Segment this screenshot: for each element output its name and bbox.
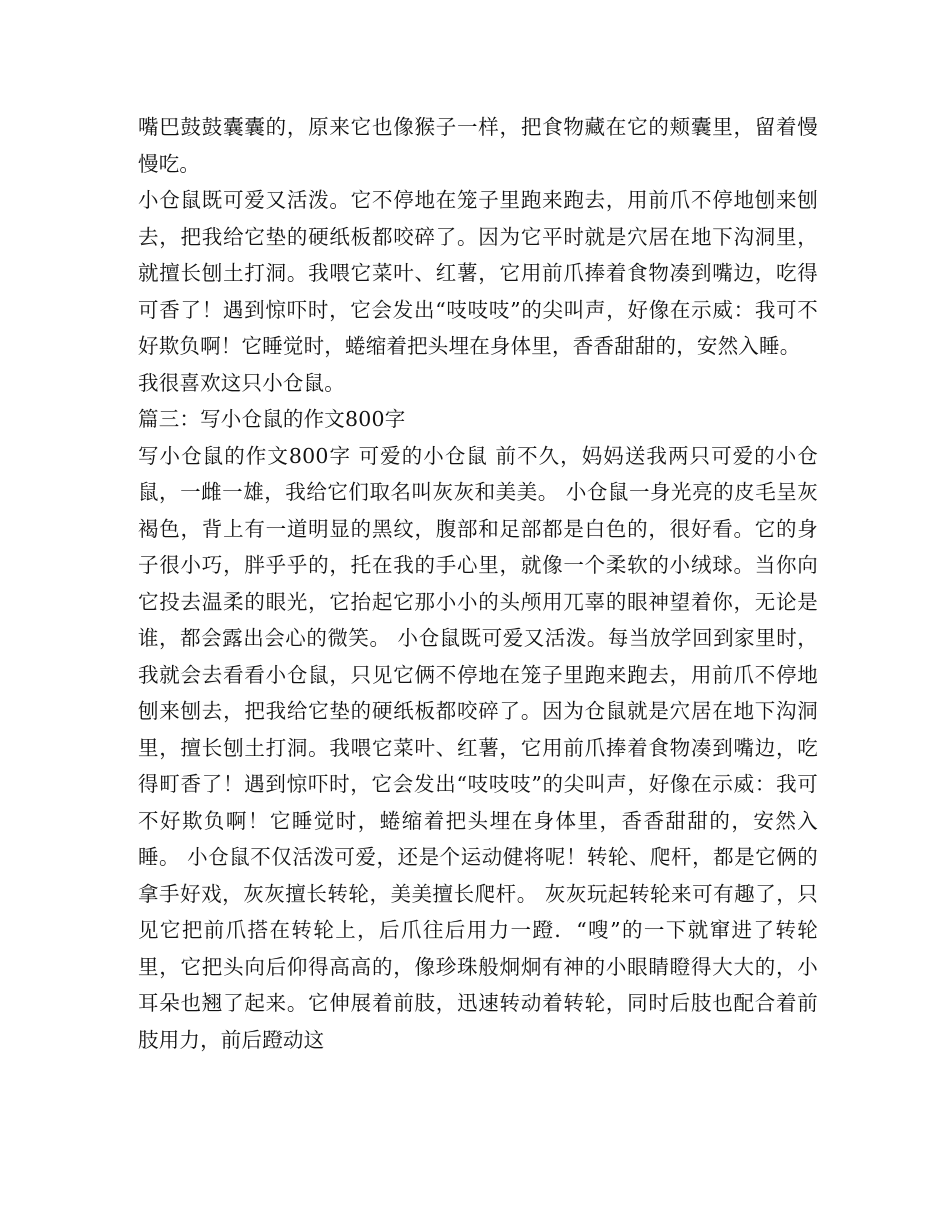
paragraph-lively-hamster: 小仓鼠既可爱又活泼。它不停地在笼子里跑来跑去，用前爪不停地刨来刨去，把我给它垫的硬纸板都咬碎了。因为它平时就是穴居在地下沟洞里，就擅长刨土打洞。我喂它菜叶、红薯，它用前爪捧着食物凑到嘴边，吃得可香了！遇到惊吓时，它会发出“吱吱吱”的尖叫声，好像在示威：我可不好欺负啊！它睡觉时，蜷缩着把头埋在身体里，香香甜甜的，安然入睡。 xyxy=(138,188,818,358)
paragraph-cheek-pouch: 嘴巴鼓鼓囊囊的，原来它也像猴子一样，把食物藏在它的颊囊里，留着慢慢吃。 xyxy=(138,115,818,176)
paragraph-essay-body: 写小仓鼠的作文800字 可爱的小仓鼠 前不久，妈妈送我两只可爱的小仓鼠，一雌一雄，我给它们取名叫灰灰和美美。 小仓鼠一身光亮的皮毛呈灰褐色，背上有一道明显的黑纹，腹部和足部都是白色的，很好看。它的身子很小巧，胖乎乎的，托在我的手心里，就像一个柔软的小绒球。当你向它投去温柔的眼光，它抬起它那小小的头颅用兀辜的眼神望着你，无论是谁，都会露出会心的微笑。 小仓鼠既可爱又活泼。每当放学回到家里时，我就会去看看小仓鼠，只见它俩不停地在笼子里跑来跑去，用前爪不停地刨来刨去，把我给它垫的硬纸板都咬碎了。因为仓鼠就是穴居在地下沟洞里，擅长刨土打洞。我喂它菜叶、红薯，它用前爪捧着食物凑到嘴边，吃得町香了！遇到惊吓时，它会发出“吱吱吱”的尖叫声，好像在示威：我可不好欺负啊！它睡觉时，蜷缩着把头埋在身体里，香香甜甜的，安然入睡。 小仓鼠不仅活泼可爱，还是个运动健将呢！转轮、爬杆，都是它俩的拿手好戏，灰灰擅长转轮，美美擅长爬杆。 灰灰玩起转轮来可有趣了，只见它把前爪搭在转轮上，后爪往后用力一蹬．“嗖”的一下就窜进了转轮里，它把头向后仰得高高的，像珍珠般炯炯有神的小眼睛瞪得大大的，小耳朵也翘了起来。它伸展着前肢，迅速转动着转轮，同时后肢也配合着前肢用力，前后蹬动这 xyxy=(138,443,818,1052)
paragraph-i-like-hamster: 我很喜欢这只小仓鼠。 xyxy=(138,370,345,395)
document-body xyxy=(138,109,818,1058)
section-heading-part-three: 篇三：写小仓鼠的作文800字 xyxy=(138,407,406,431)
